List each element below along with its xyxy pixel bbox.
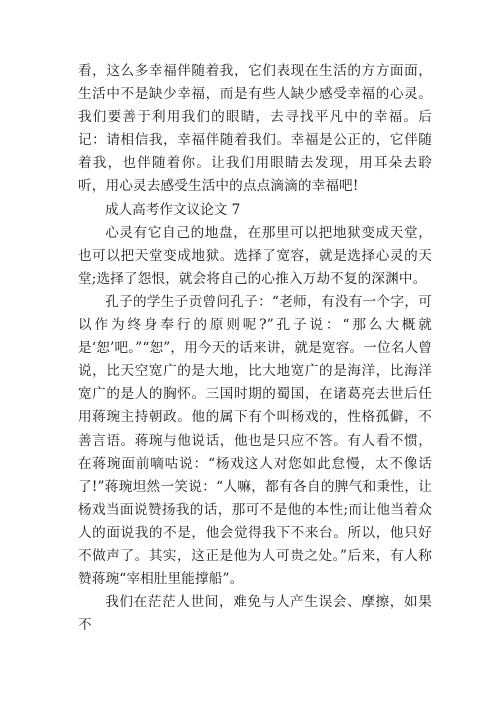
paragraph-confucius-tolerance: 孔子的学生子贡曾问孔子：“老师，有没有一个字，可以作为终身奉行的原则呢?”孔子说：“那么大概就是‘恕’吧。”“恕”，用今天的话来讲，就是宽容。一位名人曾说，比天空宽广的是大地，比大地宽广的是海洋，比海洋宽广的是人的胸怀。三国时期的蜀国，在诸葛亮去世后任用蒋琬主持朝政。他的属下有个叫杨戏的，性格孤僻，不善言语。蒋琬与他说话，他也是只应不答。有人看不惯，在蒋琬面前嘀咕说：“杨戏这人对您如此怠慢，太不像话了!”蒋琬坦然一笑说：“人嘛，都有各自的脾气和秉性，让杨戏当面说赞扬我的话，那可不是他的本性;而让他当着众人的面说我的不是，他会觉得我下不来台。所以，他只好不做声了。其实，这正是他为人可贵之处。”后来，有人称赞蒋琬“宰相肚里能撑船”。 [78, 293, 432, 588]
essay-heading: 成人高考作文议论文 7 [105, 201, 241, 218]
paragraph-misunderstanding: 我们在茫茫人世间，难免与人产生误会、摩擦，如果不 [78, 594, 432, 634]
paragraph-heart-territory: 心灵有它自己的地盘，在那里可以把地狱变成天堂，也可以把天堂变成地狱。选择了宽容，就是选择心灵的天堂;选择了怨恨，就会将自己的心推入万劫不复的深渊中。 [78, 224, 432, 287]
paragraph-happiness-conclusion: 看，这么多幸福伴随着我，它们表现在生活的方方面面，生活中不是缺少幸福，而是有些人缺少感受幸福的心灵。我们要善于利用我们的眼睛，去寻找平凡中的幸福。后记：请相信我，幸福伴随着我们。幸福是公正的，它伴随着我，也伴随着你。让我们用眼睛去发现，用耳朵去聆听，用心灵去感受生活中的点点滴滴的幸福吧! [78, 63, 432, 195]
document-body [78, 60, 432, 637]
